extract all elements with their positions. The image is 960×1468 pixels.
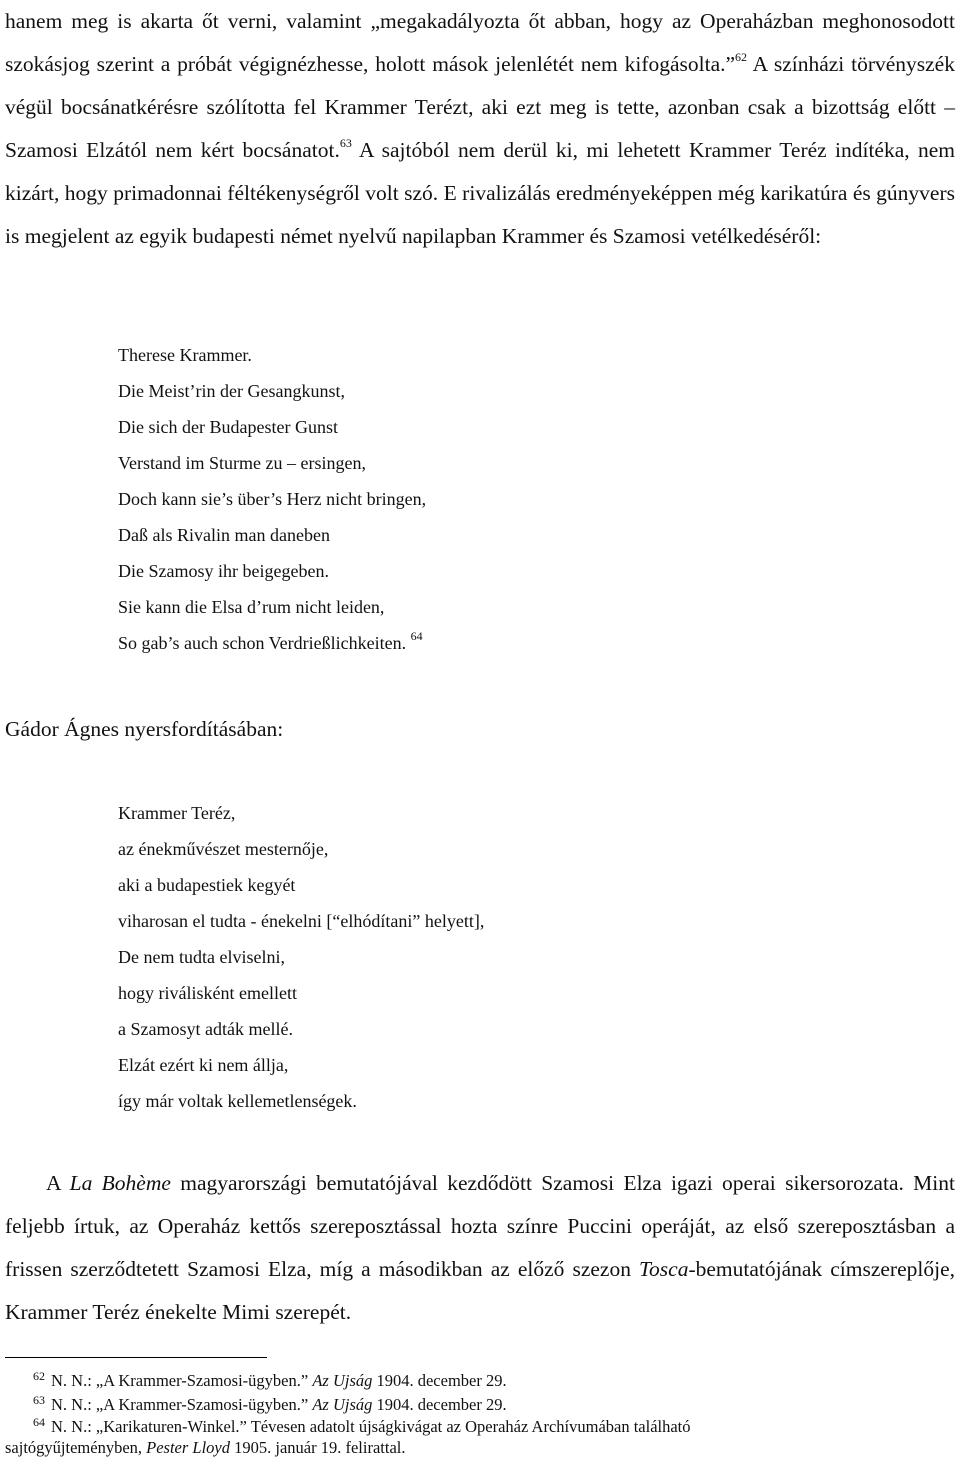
- poem-line: a Szamosyt adták mellé.: [118, 1019, 293, 1039]
- footnote-text: N. N.: „A Krammer-Szamosi-ügyben.”: [51, 1395, 313, 1414]
- footnote-divider: [5, 1357, 267, 1358]
- paragraph-text: A sajtóból nem derül ki, mi lehetett Krammer Teréz indítéka, nem kizárt, hogy primadonnai féltékenységről volt szó. E rivalizálás eredményeképpen még karikatúra és gúnyvers is megjelent az egyik budapesti német nyelvű napilapban Krammer és Szamosi vetélkedéséről:: [5, 138, 955, 248]
- body-paragraph-2: [5, 1162, 955, 1334]
- footnote-source: Pester Lloyd: [146, 1438, 231, 1457]
- footnote-64: [5, 1416, 955, 1458]
- poem-line: az énekművészet mesternője,: [118, 839, 329, 859]
- footnote-number: 63: [33, 1393, 45, 1407]
- paragraph-text: magyarországi bemutatójával kezdődött Szamosi Elza igazi operai sikersorozata. Mint feljebb írtuk, az Operaház kettős szereposztással hozta színre Puccini operáját, az első szereposztásban a frissen szerződtetett Szamosi Elza, míg a másodikban az előző szezon: [5, 1171, 955, 1281]
- poem-line: De nem tudta elviselni,: [118, 947, 285, 967]
- footnote-ref-63[interactable]: 63: [339, 135, 352, 150]
- poem-line: így már voltak kellemetlenségek.: [118, 1091, 357, 1111]
- poem-line: Verstand im Sturme zu – ersingen,: [118, 453, 366, 473]
- poem-line: Krammer Teréz,: [118, 803, 236, 823]
- poem-line-text: So gab’s auch schon Verdrießlichkeiten.: [118, 633, 407, 653]
- footnote-text: N. N.: „Karikaturen-Winkel.” Tévesen adatolt újságkivágat az Operaház Archívumában található: [51, 1417, 691, 1436]
- paragraph-text: hanem meg is akarta őt verni, valamint „megakadályozta őt abban, hogy az Operaházban meghonosodott szokásjog szerint a próbát végignézhesse, holott mások jelenlétét nem kifogásolta.”: [5, 9, 955, 76]
- poem-line: Die sich der Budapester Gunst: [118, 417, 338, 437]
- footnote-62: [5, 1370, 955, 1391]
- footnote-ref-64[interactable]: 64: [410, 629, 423, 643]
- translation-heading: Gádor Ágnes nyersfordításában:: [5, 717, 284, 741]
- footnote-63: [5, 1394, 955, 1415]
- paragraph-text: A színházi törvényszék végül bocsánatkérésre szólította fel Krammer Terézt, aki ezt meg is tette, azonban csak a bizottság előtt – Szamosi Elzától nem kért bocsánatot.: [5, 52, 955, 162]
- poem-line: hogy riválisként emellett: [118, 983, 297, 1003]
- poem-line: Die Szamosy ihr beigegeben.: [118, 561, 329, 581]
- poem-line: viharosan el tudta - énekelni [“elhódítani” helyett],: [118, 911, 485, 931]
- poem-line: aki a budapestiek kegyét: [118, 875, 296, 895]
- footnote-text: N. N.: „A Krammer-Szamosi-ügyben.”: [51, 1371, 313, 1390]
- footnote-number: 62: [33, 1369, 45, 1383]
- paragraph-text: A: [46, 1171, 70, 1195]
- opera-title: La Bohème: [69, 1171, 171, 1195]
- footnote-number: 64: [33, 1415, 45, 1429]
- footnote-text: 1904. december 29.: [372, 1371, 507, 1390]
- body-paragraph-1: [5, 0, 955, 258]
- poem-line: Die Meist’rin der Gesangkunst,: [118, 381, 345, 401]
- german-poem: [118, 337, 426, 661]
- poem-line: Daß als Rivalin man daneben: [118, 525, 330, 545]
- poem-line: Doch kann sie’s über’s Herz nicht bringen,: [118, 489, 427, 509]
- footnote-source: Az Ujság: [312, 1371, 373, 1390]
- footnote-ref-62[interactable]: 62: [735, 49, 748, 64]
- hungarian-poem: [118, 795, 484, 1119]
- footnote-source: Az Ujság: [312, 1395, 373, 1414]
- poem-line: Elzát ezért ki nem állja,: [118, 1055, 289, 1075]
- footnote-text: 1904. december 29.: [372, 1395, 507, 1414]
- paragraph-text: -bemutatójának címszereplője, Krammer Teréz énekelte Mimi szerepét.: [5, 1257, 955, 1324]
- poem-line-last: [118, 625, 426, 661]
- poem-line: Therese Krammer.: [118, 345, 252, 365]
- opera-title: Tosca: [639, 1257, 689, 1281]
- footnote-continuation: [5, 1437, 955, 1458]
- poem-line: Sie kann die Elsa d’rum nicht leiden,: [118, 597, 385, 617]
- footnote-text: sajtógyűjteményben,: [5, 1438, 147, 1457]
- footnote-text: 1905. január 19. felirattal.: [230, 1438, 406, 1457]
